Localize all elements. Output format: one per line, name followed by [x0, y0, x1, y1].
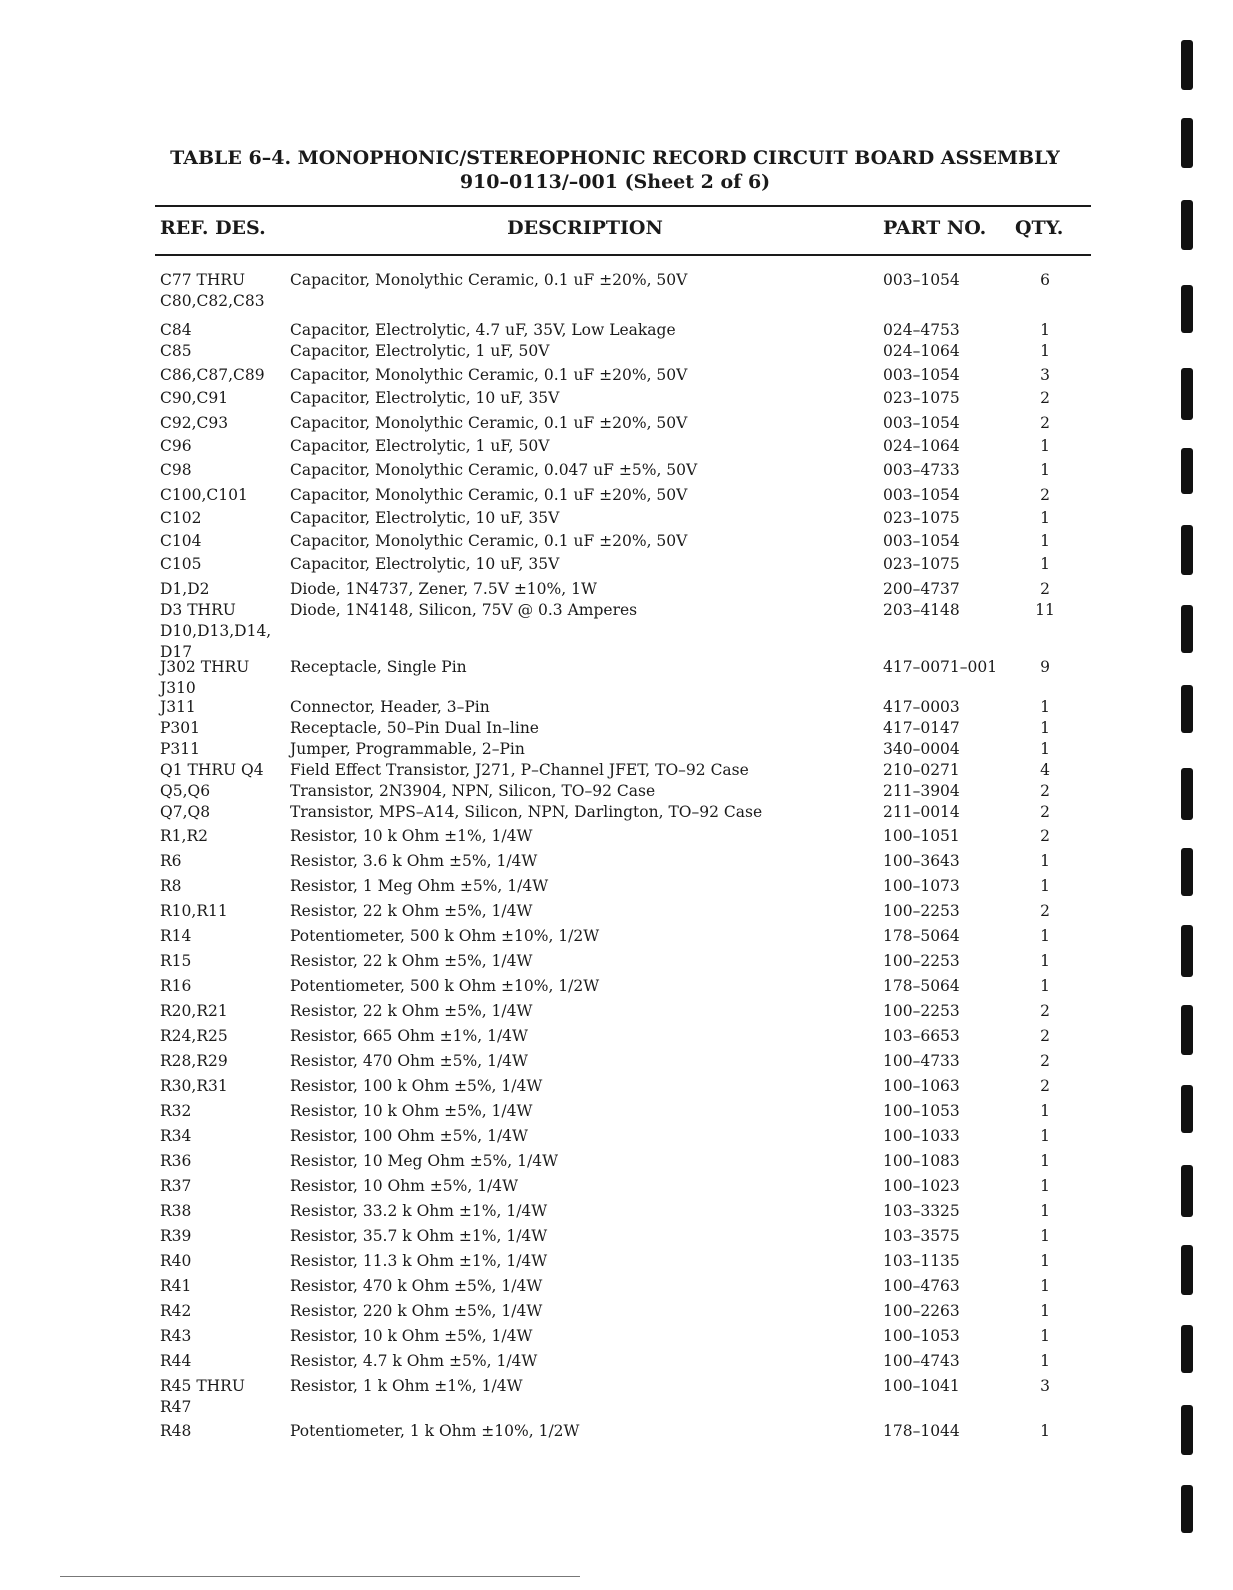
column-header-qty: QTY. [1015, 217, 1064, 239]
qty-cell: 1 [1040, 1127, 1050, 1145]
qty-cell: 2 [1040, 580, 1050, 598]
description-cell: Capacitor, Electrolytic, 10 uF, 35V [290, 509, 560, 527]
part-no-cell: 100–1083 [883, 1152, 960, 1170]
header-bottom-rule [155, 254, 1091, 256]
part-no-cell: 211–3904 [883, 782, 960, 800]
ref-des-cell: C105 [160, 555, 202, 573]
table-row [0, 341, 1233, 362]
description-cell: Resistor, 470 Ohm ±5%, 1/4W [290, 1052, 528, 1070]
qty-cell: 1 [1040, 1152, 1050, 1170]
table-row [0, 1421, 1233, 1446]
description-cell: Capacitor, Electrolytic, 1 uF, 50V [290, 437, 550, 455]
part-no-cell: 178–5064 [883, 927, 960, 945]
qty-cell: 1 [1040, 1327, 1050, 1345]
table-row [0, 760, 1233, 781]
table-row [0, 1226, 1233, 1251]
ref-des-cell: R43 [160, 1327, 192, 1345]
binder-mark [1181, 1005, 1193, 1055]
part-no-cell: 100–1041 [883, 1377, 960, 1395]
ref-des-cell: D3 THRU D10,D13,D14, D17 [160, 601, 272, 661]
binder-mark [1181, 685, 1193, 733]
table-row [0, 781, 1233, 802]
qty-cell: 1 [1040, 342, 1050, 360]
ref-des-cell: R14 [160, 927, 192, 945]
description-cell: Connector, Header, 3–Pin [290, 698, 490, 716]
table-row [0, 1326, 1233, 1351]
table-row [0, 802, 1233, 823]
qty-cell: 1 [1040, 1422, 1050, 1440]
qty-cell: 2 [1040, 1052, 1050, 1070]
ref-des-cell: R34 [160, 1127, 192, 1145]
binder-mark [1181, 768, 1193, 820]
table-row [0, 1276, 1233, 1301]
ref-des-cell: R16 [160, 977, 192, 995]
qty-cell: 1 [1040, 719, 1050, 737]
binder-mark [1181, 448, 1193, 494]
table-row [0, 657, 1233, 695]
description-cell: Resistor, 35.7 k Ohm ±1%, 1/4W [290, 1227, 548, 1245]
part-no-cell: 200–4737 [883, 580, 960, 598]
binder-mark [1181, 605, 1193, 653]
table-row [0, 508, 1233, 531]
binder-mark [1181, 118, 1193, 168]
description-cell: Potentiometer, 500 k Ohm ±10%, 1/2W [290, 977, 600, 995]
part-no-cell: 003–1054 [883, 414, 960, 432]
ref-des-cell: Q1 THRU Q4 [160, 761, 264, 779]
table-row [0, 600, 1233, 661]
description-cell: Resistor, 10 Ohm ±5%, 1/4W [290, 1177, 519, 1195]
part-no-cell: 100–4733 [883, 1052, 960, 1070]
description-cell: Resistor, 22 k Ohm ±5%, 1/4W [290, 952, 533, 970]
qty-cell: 1 [1040, 437, 1050, 455]
table-row [0, 1026, 1233, 1051]
qty-cell: 2 [1040, 389, 1050, 407]
binder-mark [1181, 1325, 1193, 1373]
description-cell: Resistor, 10 k Ohm ±5%, 1/4W [290, 1102, 533, 1120]
table-title-line2: 910–0113/–001 (Sheet 2 of 6) [459, 171, 771, 193]
table-row [0, 579, 1233, 600]
ref-des-cell: R45 THRU R47 [160, 1377, 245, 1416]
table-row [0, 1176, 1233, 1201]
description-cell: Potentiometer, 500 k Ohm ±10%, 1/2W [290, 927, 600, 945]
table-title [140, 146, 1090, 194]
description-cell: Resistor, 33.2 k Ohm ±1%, 1/4W [290, 1202, 548, 1220]
binder-mark [1181, 1165, 1193, 1217]
part-no-cell: 100–1053 [883, 1102, 960, 1120]
table-row [0, 531, 1233, 554]
part-no-cell: 024–1064 [883, 342, 960, 360]
part-no-cell: 024–1064 [883, 437, 960, 455]
table-row [0, 901, 1233, 926]
qty-cell: 1 [1040, 852, 1050, 870]
table-row [0, 926, 1233, 951]
qty-cell: 3 [1040, 366, 1050, 384]
description-cell: Diode, 1N4737, Zener, 7.5V ±10%, 1W [290, 580, 597, 598]
description-cell: Resistor, 665 Ohm ±1%, 1/4W [290, 1027, 528, 1045]
part-no-cell: 100–2253 [883, 902, 960, 920]
table-row [0, 826, 1233, 851]
description-cell: Capacitor, Monolythic Ceramic, 0.1 uF ±20%, 50V [290, 271, 688, 289]
description-cell: Field Effect Transistor, J271, P–Channel JFET, TO–92 Case [290, 761, 749, 779]
ref-des-cell: R24,R25 [160, 1027, 228, 1045]
table-row [0, 1051, 1233, 1076]
table-row [0, 436, 1233, 459]
ref-des-cell: R37 [160, 1177, 192, 1195]
ref-des-cell: C84 [160, 321, 192, 339]
qty-cell: 1 [1040, 1202, 1050, 1220]
part-no-cell: 100–2253 [883, 1002, 960, 1020]
ref-des-cell: C100,C101 [160, 486, 248, 504]
part-no-cell: 210–0271 [883, 761, 960, 779]
description-cell: Transistor, MPS–A14, Silicon, NPN, Darlington, TO–92 Case [290, 803, 763, 821]
part-no-cell: 100–1051 [883, 827, 960, 845]
part-no-cell: 417–0071–001 [883, 658, 998, 676]
description-cell: Capacitor, Electrolytic, 10 uF, 35V [290, 389, 560, 407]
description-cell: Resistor, 1 k Ohm ±1%, 1/4W [290, 1377, 523, 1395]
part-no-cell: 003–1054 [883, 486, 960, 504]
qty-cell: 1 [1040, 698, 1050, 716]
column-header-part-no: PART NO. [883, 217, 987, 239]
ref-des-cell: R8 [160, 877, 182, 895]
ref-des-cell: C98 [160, 461, 192, 479]
table-row [0, 554, 1233, 577]
qty-cell: 1 [1040, 977, 1050, 995]
table-row [0, 413, 1233, 436]
ref-des-cell: R6 [160, 852, 182, 870]
part-no-cell: 003–1054 [883, 366, 960, 384]
description-cell: Resistor, 100 k Ohm ±5%, 1/4W [290, 1077, 543, 1095]
binder-mark [1181, 285, 1193, 333]
qty-cell: 2 [1040, 803, 1050, 821]
qty-cell: 1 [1040, 1352, 1050, 1370]
description-cell: Capacitor, Monolythic Ceramic, 0.1 uF ±20%, 50V [290, 366, 688, 384]
description-cell: Receptacle, 50–Pin Dual In–line [290, 719, 539, 737]
description-cell: Resistor, 3.6 k Ohm ±5%, 1/4W [290, 852, 538, 870]
ref-des-cell: R30,R31 [160, 1077, 228, 1095]
ref-des-cell: P311 [160, 740, 201, 758]
ref-des-cell: J302 THRU J310 [160, 658, 250, 697]
qty-cell: 1 [1040, 1227, 1050, 1245]
part-no-cell: 340–0004 [883, 740, 960, 758]
description-cell: Resistor, 22 k Ohm ±5%, 1/4W [290, 1002, 533, 1020]
table-row [0, 1126, 1233, 1151]
ref-des-cell: R39 [160, 1227, 192, 1245]
qty-cell: 1 [1040, 927, 1050, 945]
description-cell: Resistor, 10 Meg Ohm ±5%, 1/4W [290, 1152, 558, 1170]
qty-cell: 1 [1040, 509, 1050, 527]
ref-des-cell: C85 [160, 342, 192, 360]
table-row [0, 1376, 1233, 1421]
part-no-cell: 003–4733 [883, 461, 960, 479]
description-cell: Receptacle, Single Pin [290, 658, 467, 676]
qty-cell: 4 [1040, 761, 1050, 779]
description-cell: Resistor, 4.7 k Ohm ±5%, 1/4W [290, 1352, 538, 1370]
description-cell: Potentiometer, 1 k Ohm ±10%, 1/2W [290, 1422, 580, 1440]
table-row [0, 739, 1233, 760]
table-row [0, 1151, 1233, 1176]
description-cell: Resistor, 10 k Ohm ±1%, 1/4W [290, 827, 533, 845]
binder-mark [1181, 848, 1193, 896]
table-row [0, 365, 1233, 388]
table-row [0, 1001, 1233, 1026]
part-no-cell: 100–4743 [883, 1352, 960, 1370]
ref-des-cell: R48 [160, 1422, 192, 1440]
qty-cell: 1 [1040, 321, 1050, 339]
binder-mark [1181, 525, 1193, 575]
part-no-cell: 100–4763 [883, 1277, 960, 1295]
part-no-cell: 100–1053 [883, 1327, 960, 1345]
table-row [0, 388, 1233, 411]
ref-des-cell: R28,R29 [160, 1052, 228, 1070]
ref-des-cell: C102 [160, 509, 202, 527]
qty-cell: 11 [1035, 601, 1055, 619]
table-row [0, 1076, 1233, 1101]
table-row [0, 951, 1233, 976]
part-no-cell: 024–4753 [883, 321, 960, 339]
qty-cell: 3 [1040, 1377, 1050, 1395]
qty-cell: 2 [1040, 486, 1050, 504]
table-row [0, 1101, 1233, 1126]
part-no-cell: 100–2253 [883, 952, 960, 970]
description-cell: Capacitor, Monolythic Ceramic, 0.047 uF ±5%, 50V [290, 461, 698, 479]
header-top-rule [155, 205, 1091, 207]
qty-cell: 9 [1040, 658, 1050, 676]
ref-des-cell: P301 [160, 719, 201, 737]
part-no-cell: 003–1054 [883, 532, 960, 550]
part-no-cell: 100–3643 [883, 852, 960, 870]
part-no-cell: 100–1033 [883, 1127, 960, 1145]
qty-cell: 1 [1040, 952, 1050, 970]
binder-mark [1181, 200, 1193, 250]
ref-des-cell: C77 THRU C80,C82,C83 [160, 271, 265, 310]
description-cell: Capacitor, Electrolytic, 10 uF, 35V [290, 555, 560, 573]
qty-cell: 1 [1040, 1102, 1050, 1120]
description-cell: Capacitor, Monolythic Ceramic, 0.1 uF ±20%, 50V [290, 486, 688, 504]
part-no-cell: 100–1063 [883, 1077, 960, 1095]
table-row [0, 1301, 1233, 1326]
description-cell: Resistor, 220 k Ohm ±5%, 1/4W [290, 1302, 543, 1320]
ref-des-cell: R38 [160, 1202, 192, 1220]
part-no-cell: 178–5064 [883, 977, 960, 995]
binder-mark [1181, 1245, 1193, 1295]
description-cell: Resistor, 11.3 k Ohm ±1%, 1/4W [290, 1252, 548, 1270]
qty-cell: 2 [1040, 827, 1050, 845]
qty-cell: 6 [1040, 271, 1050, 289]
description-cell: Resistor, 10 k Ohm ±5%, 1/4W [290, 1327, 533, 1345]
footer-rule [60, 1576, 580, 1577]
table-row [0, 976, 1233, 1001]
part-no-cell: 103–3325 [883, 1202, 960, 1220]
qty-cell: 2 [1040, 782, 1050, 800]
binder-mark [1181, 1405, 1193, 1455]
qty-cell: 2 [1040, 1002, 1050, 1020]
qty-cell: 1 [1040, 1302, 1050, 1320]
part-no-cell: 211–0014 [883, 803, 960, 821]
description-cell: Resistor, 470 k Ohm ±5%, 1/4W [290, 1277, 543, 1295]
qty-cell: 1 [1040, 740, 1050, 758]
qty-cell: 1 [1040, 1177, 1050, 1195]
qty-cell: 1 [1040, 532, 1050, 550]
ref-des-cell: C96 [160, 437, 192, 455]
qty-cell: 2 [1040, 1027, 1050, 1045]
table-row [0, 460, 1233, 485]
description-cell: Jumper, Programmable, 2–Pin [290, 740, 525, 758]
description-cell: Capacitor, Monolythic Ceramic, 0.1 uF ±20%, 50V [290, 532, 688, 550]
part-no-cell: 417–0003 [883, 698, 960, 716]
part-no-cell: 003–1054 [883, 271, 960, 289]
qty-cell: 2 [1040, 414, 1050, 432]
binder-mark [1181, 40, 1193, 90]
part-no-cell: 023–1075 [883, 555, 960, 573]
qty-cell: 1 [1040, 555, 1050, 573]
ref-des-cell: R1,R2 [160, 827, 208, 845]
ref-des-cell: R15 [160, 952, 192, 970]
part-no-cell: 100–2263 [883, 1302, 960, 1320]
ref-des-cell: C90,C91 [160, 389, 229, 407]
qty-cell: 1 [1040, 877, 1050, 895]
table-row [0, 1251, 1233, 1276]
ref-des-cell: R36 [160, 1152, 192, 1170]
part-no-cell: 100–1073 [883, 877, 960, 895]
table-title-line1: TABLE 6–4. MONOPHONIC/STEREOPHONIC RECORD CIRCUIT BOARD ASSEMBLY [170, 147, 1060, 169]
table-row [0, 320, 1233, 341]
qty-cell: 1 [1040, 1277, 1050, 1295]
description-cell: Resistor, 100 Ohm ±5%, 1/4W [290, 1127, 528, 1145]
ref-des-cell: R42 [160, 1302, 192, 1320]
ref-des-cell: Q7,Q8 [160, 803, 211, 821]
description-cell: Capacitor, Electrolytic, 4.7 uF, 35V, Low Leakage [290, 321, 676, 339]
ref-des-cell: C92,C93 [160, 414, 229, 432]
table-row [0, 876, 1233, 901]
table-row [0, 697, 1233, 718]
part-no-cell: 203–4148 [883, 601, 960, 619]
column-header-description: DESCRIPTION [507, 217, 663, 239]
part-no-cell: 417–0147 [883, 719, 960, 737]
table-row [0, 1351, 1233, 1376]
description-cell: Diode, 1N4148, Silicon, 75V @ 0.3 Amperes [290, 601, 638, 619]
part-no-cell: 103–6653 [883, 1027, 960, 1045]
part-no-cell: 103–3575 [883, 1227, 960, 1245]
part-no-cell: 178–1044 [883, 1422, 960, 1440]
qty-cell: 1 [1040, 1252, 1050, 1270]
part-no-cell: 023–1075 [883, 389, 960, 407]
ref-des-cell: R44 [160, 1352, 192, 1370]
table-row [0, 485, 1233, 508]
binder-mark [1181, 925, 1193, 977]
ref-des-cell: D1,D2 [160, 580, 210, 598]
ref-des-cell: J311 [160, 698, 196, 716]
table-row [0, 270, 1233, 312]
part-no-cell: 023–1075 [883, 509, 960, 527]
ref-des-cell: R10,R11 [160, 902, 228, 920]
ref-des-cell: R20,R21 [160, 1002, 228, 1020]
description-cell: Resistor, 22 k Ohm ±5%, 1/4W [290, 902, 533, 920]
description-cell: Capacitor, Electrolytic, 1 uF, 50V [290, 342, 550, 360]
qty-cell: 1 [1040, 461, 1050, 479]
description-cell: Capacitor, Monolythic Ceramic, 0.1 uF ±20%, 50V [290, 414, 688, 432]
table-row [0, 718, 1233, 739]
ref-des-cell: R40 [160, 1252, 192, 1270]
ref-des-cell: Q5,Q6 [160, 782, 211, 800]
binder-mark [1181, 368, 1193, 420]
qty-cell: 2 [1040, 1077, 1050, 1095]
description-cell: Resistor, 1 Meg Ohm ±5%, 1/4W [290, 877, 549, 895]
binder-mark [1181, 1085, 1193, 1133]
part-no-cell: 100–1023 [883, 1177, 960, 1195]
table-row [0, 1201, 1233, 1226]
ref-des-cell: R41 [160, 1277, 192, 1295]
binder-mark [1181, 1485, 1193, 1533]
column-header-ref-des: REF. DES. [160, 217, 266, 239]
ref-des-cell: R32 [160, 1102, 192, 1120]
qty-cell: 2 [1040, 902, 1050, 920]
part-no-cell: 103–1135 [883, 1252, 960, 1270]
description-cell: Transistor, 2N3904, NPN, Silicon, TO–92 Case [290, 782, 656, 800]
parts-table-body [0, 270, 1233, 1446]
ref-des-cell: C86,C87,C89 [160, 366, 265, 384]
table-row [0, 851, 1233, 876]
ref-des-cell: C104 [160, 532, 202, 550]
